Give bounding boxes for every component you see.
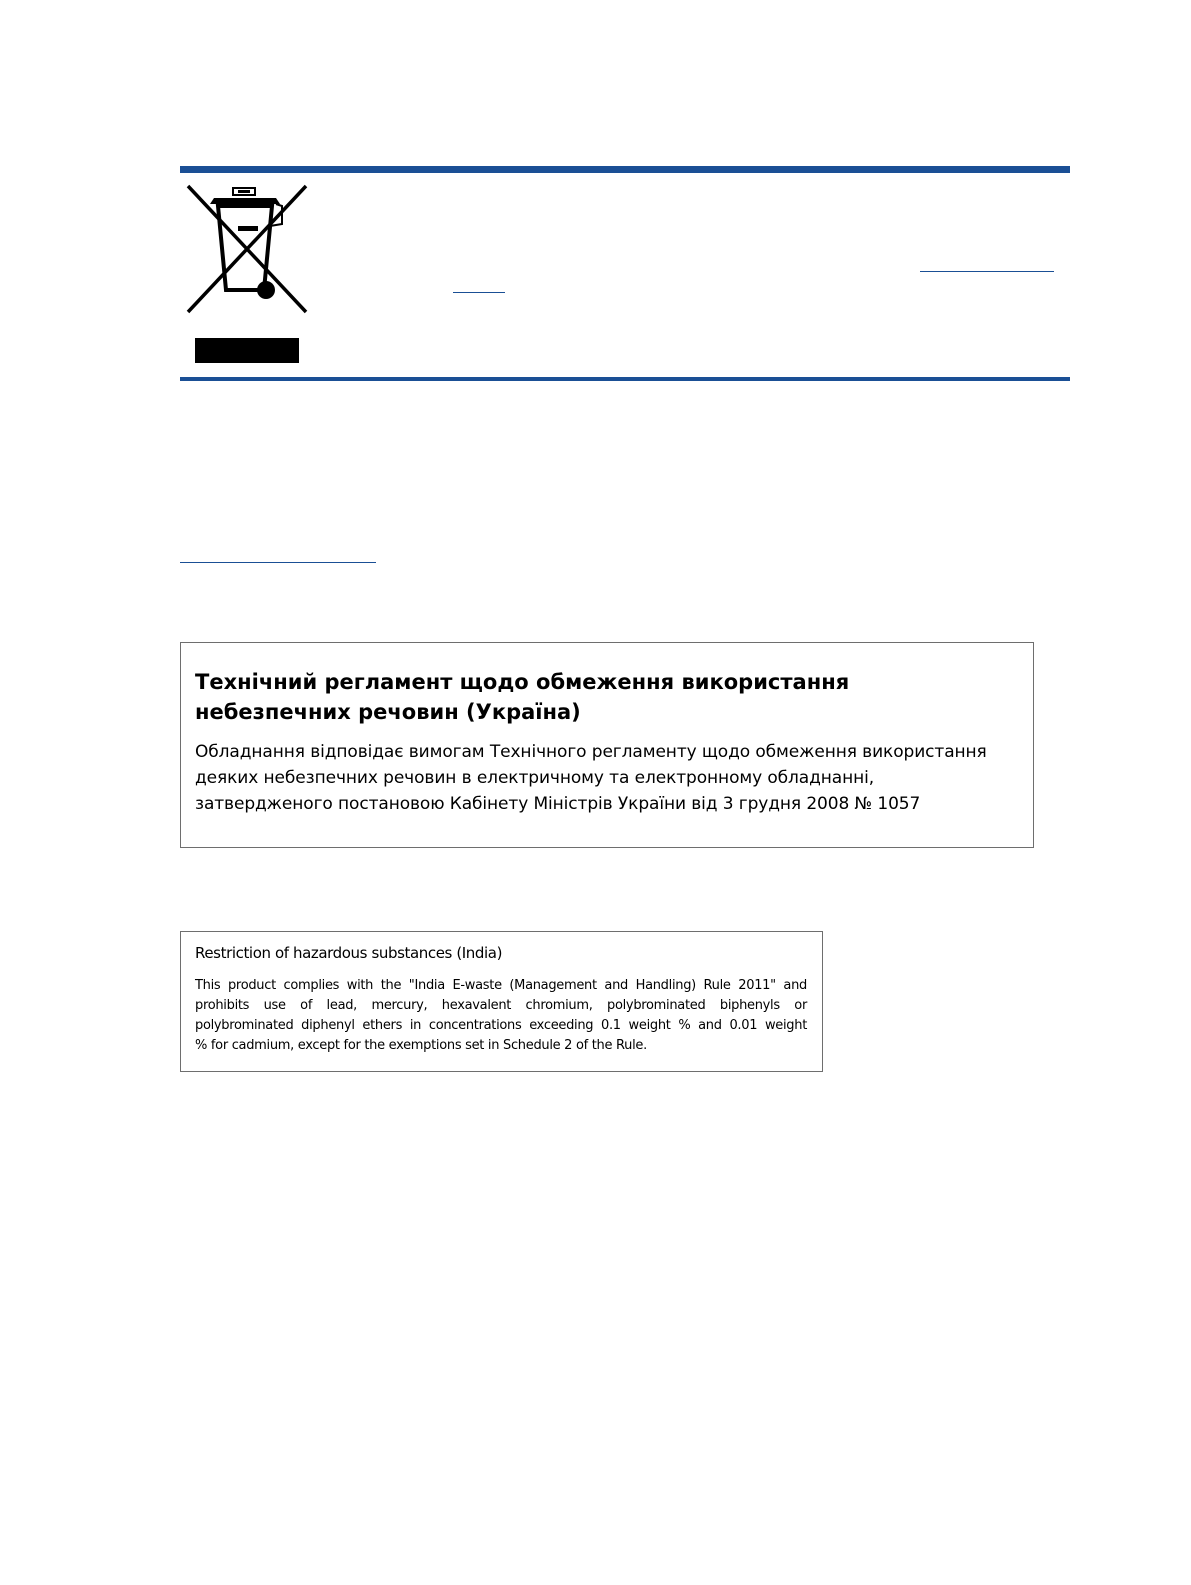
link-underline[interactable] [453,292,505,293]
link-underline[interactable] [920,271,1054,272]
top-rule [180,166,1070,173]
link-underline[interactable] [180,562,376,563]
india-rohs-box [180,931,823,1072]
ukraine-rohs-title: Технічний регламент щодо обмеження використання небезпечних речовин (Україна) [195,670,850,724]
ukraine-rohs-body: Обладнання відповідає вимогам Технічного регламенту щодо обмеження використання деяких небезпечних речовин в електричному та електронному обладнанні, затвердженого постановою Кабінету Міністрів України від 3 грудня 2008 № 1057 [195,742,987,814]
india-rohs-body: This product complies with the "India E-waste (Management and Handling) Rule 2011" and prohibits use of lead, mercury, hexavalent chromium, polybrominated biphenyls or polybrominated diphenyl ethers in concentrations exceeding 0.1 weight % and 0.01 weight % for cadmium, except for the exemptions set in Schedule 2 of the Rule. [195,978,807,1053]
crossed-out-wheelie-bin-icon [186,182,308,314]
bottom-rule [180,377,1070,381]
weee-black-bar [195,338,299,363]
india-rohs-title: Restriction of hazardous substances (India) [195,944,503,962]
ukraine-rohs-box [180,642,1034,848]
